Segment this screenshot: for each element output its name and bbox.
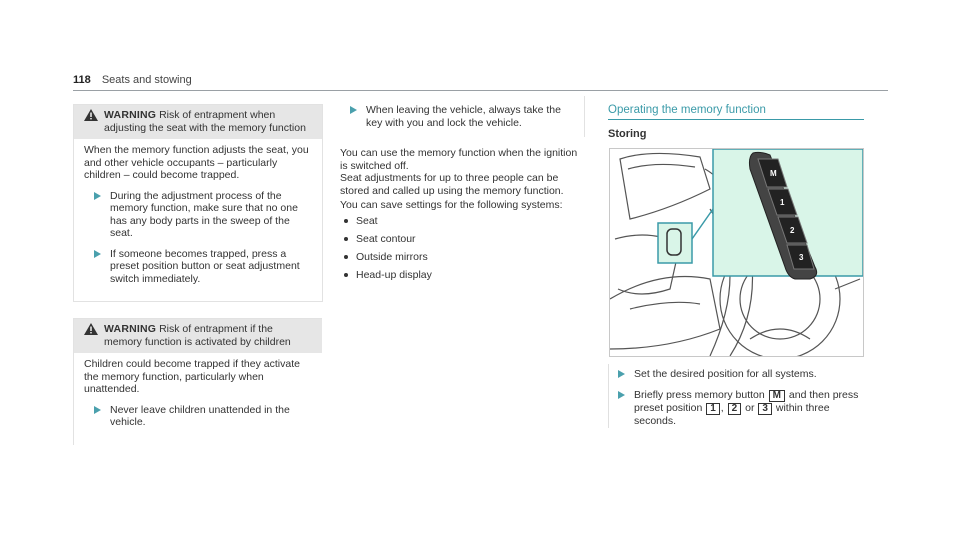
storing-steps xyxy=(608,368,864,435)
step-arrow-icon xyxy=(618,391,625,399)
memory-buttons-figure xyxy=(609,148,864,357)
warning-body xyxy=(74,353,322,445)
figure-label: 2 xyxy=(790,226,795,235)
step-text: During the adjustment process of the memory function, make sure that no one has any body parts in the sweep of the seat. xyxy=(110,189,298,239)
step-text: within three seconds. xyxy=(634,401,830,427)
middle-column xyxy=(340,96,585,287)
step-text: Set the desired position for all systems. xyxy=(634,368,817,380)
instruction-step xyxy=(84,190,312,240)
continued-warning-step xyxy=(340,96,585,137)
instruction-step xyxy=(84,248,312,286)
subsection-title: Storing xyxy=(608,128,647,140)
instruction-step xyxy=(608,368,864,381)
step-text: Never leave children unattended in the vehicle. xyxy=(110,403,290,428)
warning-triangle-icon xyxy=(84,323,98,335)
instruction-step xyxy=(340,104,574,129)
warning-lead: Risk of entrapment when adjusting the seat with the memory function xyxy=(104,109,306,134)
header-divider xyxy=(73,90,888,91)
instruction-step xyxy=(608,389,864,428)
step-arrow-icon xyxy=(94,192,101,200)
instruction-step xyxy=(84,404,312,429)
separator: , xyxy=(720,401,724,414)
section-title: Operating the memory function xyxy=(608,104,766,116)
list-item: Outside mirrors xyxy=(340,251,585,264)
figure-label: M xyxy=(770,169,777,178)
figure-label: 1 xyxy=(780,198,785,207)
preset-3-symbol: 3 xyxy=(758,403,772,415)
preset-2-symbol: 2 xyxy=(728,403,742,415)
warning-box-entrapment-adjusting xyxy=(73,104,323,302)
step-text: Briefly press memory button xyxy=(634,388,765,401)
step-arrow-icon xyxy=(618,370,625,378)
step-text: or xyxy=(745,401,755,414)
warning-title: WARNING xyxy=(104,109,157,121)
systems-list xyxy=(340,215,585,282)
list-item: Seat contour xyxy=(340,233,585,246)
warning-lead: Risk of entrapment if the memory function is activated by children xyxy=(104,323,291,348)
step-text: If someone becomes trapped, press a preset position button or seat adjustment switch immediately. xyxy=(110,247,300,285)
warning-triangle-icon xyxy=(84,109,98,121)
warning-header xyxy=(74,319,322,353)
paragraph-systems: You can save settings for the following systems: xyxy=(340,199,563,211)
step-arrow-icon xyxy=(94,250,101,258)
warning-text: When the memory function adjusts the seat, you and other vehicle occupants – particularly children – could become trapped. xyxy=(84,144,309,181)
paragraph-ignition: You can use the memory function when the ignition is switched off. xyxy=(340,147,578,172)
warning-header xyxy=(74,105,322,139)
figure-label: 3 xyxy=(799,253,804,262)
section-name: Seats and stowing xyxy=(101,74,192,86)
warning-title: WARNING xyxy=(104,323,157,335)
page-number: 118 xyxy=(73,74,91,86)
step-arrow-icon xyxy=(350,106,357,114)
step-text: When leaving the vehicle, always take the key with you and lock the vehicle. xyxy=(366,104,561,129)
warning-body xyxy=(74,139,322,301)
warning-text: Children could become trapped if they activate the memory function, particularly when unattended. xyxy=(84,358,300,395)
preset-1-symbol: 1 xyxy=(706,403,720,415)
door-panel-illustration xyxy=(610,149,863,356)
step-text: and then press preset position xyxy=(634,388,859,414)
section-rule xyxy=(608,119,864,120)
warning-box-children xyxy=(73,318,322,445)
list-item: Seat xyxy=(340,215,585,228)
step-arrow-icon xyxy=(94,406,101,414)
list-item: Head-up display xyxy=(340,269,585,282)
memory-button-symbol: M xyxy=(769,390,785,402)
paragraph-storage: Seat adjustments for up to three people can be stored and called up using the memory function. xyxy=(340,172,564,197)
page-header xyxy=(73,74,192,86)
